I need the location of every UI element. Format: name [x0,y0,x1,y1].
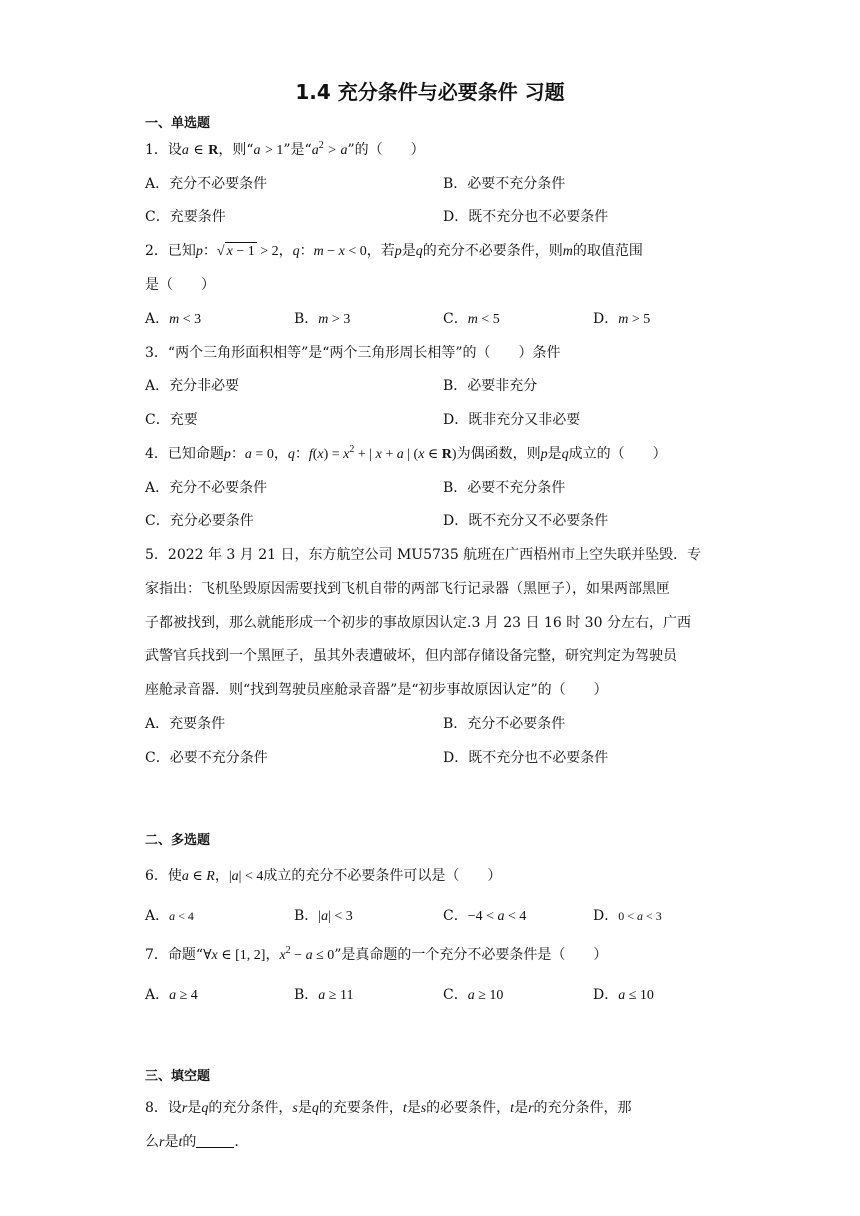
question-5-option-c: C．必要不充分条件 [145,750,268,766]
question-3-option-a: A．充分非必要 [145,378,240,394]
question-7-option-c: C．a ≥ 10 [443,987,504,1003]
question-2-stem: 2．已知p：√ x − 1 > 2，q：m − x < 0，若p是q的充分不必要条件，则m的取值范围 [145,243,643,259]
question-4-option-b: B．必要不充分条件 [443,480,566,496]
question-2-stem-line-2: 是（ ） [145,277,215,293]
question-1-option-a: A．充分不必要条件 [145,176,268,192]
question-3-option-b: B．必要非充分 [443,378,538,394]
question-4-stem: 4．已知命题p：a = 0，q：$f(x) = x^2$ + | x + a | (x ∈ R)为偶函数，则p是q成立的（ ） [145,444,667,462]
question-3-stem: 3．“两个三角形面积相等”是“两个三角形周长相等”的（ ）条件 [145,345,561,361]
question-5-option-a: A．充要条件 [145,716,226,732]
question-5-stem-line-2: 家指出：飞机坠毁原因需要找到飞机自带的两部飞行记录器（黑匣子），如果两部黑匣 [145,581,670,597]
page-title: 1.4 充分条件与必要条件 习题 [295,80,565,104]
question-5-stem-line-3: 子都被找到，那么就能形成一个初步的事故原因认定.3 月 23 日 16 时 30 分左右，广西 [145,615,691,631]
question-5-option-d: D．既不充分也不必要条件 [443,750,609,766]
question-5-option-b: B．充分不必要条件 [443,716,566,732]
question-6-option-a: A．a < 4 [145,908,194,924]
question-2-option-a: A．m < 3 [145,311,202,327]
question-7-stem: 7．命题“∀x ∈ [1, 2]，$x^2 - a \le 0$”是真命题的一个充分不必要条件是（ ） [145,945,608,963]
question-2-option-c: C．m < 5 [443,311,500,327]
question-8-stem: 8．设r是q的充分条件，s是q的充要条件，t是s的必要条件，t是r的充分条件，那 [145,1100,632,1116]
question-4-option-d: D．既不充分又不必要条件 [443,513,609,529]
question-4-option-c: C．充分必要条件 [145,513,254,529]
question-1-option-d: D．既不充分也不必要条件 [443,209,609,225]
question-6-option-c: C．−4 < a < 4 [443,908,527,924]
question-2-option-b: B．m > 3 [294,311,351,327]
question-6-option-d: D．0 < a < 3 [593,908,662,924]
question-7-option-b: B．a ≥ 11 [294,987,354,1003]
question-6-option-b: B．|a| < 3 [294,908,353,924]
question-5-stem-line-5: 座舱录音器．则“找到驾驶员座舱录音器”是“初步事故原因认定”的（ ） [145,682,608,698]
question-7-option-a: A．a ≥ 4 [145,987,198,1003]
question-2-option-d: D．m > 5 [593,311,651,327]
section-heading-single-choice: 一、单选题 [145,116,211,131]
question-6-stem: 6．使a ∈ R，|a| < 4成立的充分不必要条件可以是（ ） [145,868,502,884]
answer-blank[interactable] [196,1133,234,1148]
question-1-option-b: B．必要不充分条件 [443,176,566,192]
question-8-stem-line-2: 么r是t的 . [145,1134,239,1150]
question-5-stem-line-1: 5．2022 年 3 月 21 日，东方航空公司 MU5735 航班在广西梧州市上空失联并坠毁．专 [145,547,702,563]
section-heading-fill-in: 三、填空题 [145,1069,211,1084]
question-1-option-c: C．充要条件 [145,209,226,225]
question-3-option-c: C．充要 [145,412,198,428]
question-5-stem-line-4: 武警官兵找到一个黑匣子，虽其外表遭破坏，但内部存储设备完整，研究判定为驾驶员 [145,648,677,664]
question-4-option-a: A．充分不必要条件 [145,480,268,496]
question-1-stem: 1．设a ∈ R，则“a > 1”是“$a^2 > a$”的（ ） [145,140,425,158]
section-heading-multiple-choice: 二、多选题 [145,833,211,848]
question-7-option-d: D．a ≤ 10 [593,987,654,1003]
question-3-option-d: D．既非充分又非必要 [443,412,581,428]
